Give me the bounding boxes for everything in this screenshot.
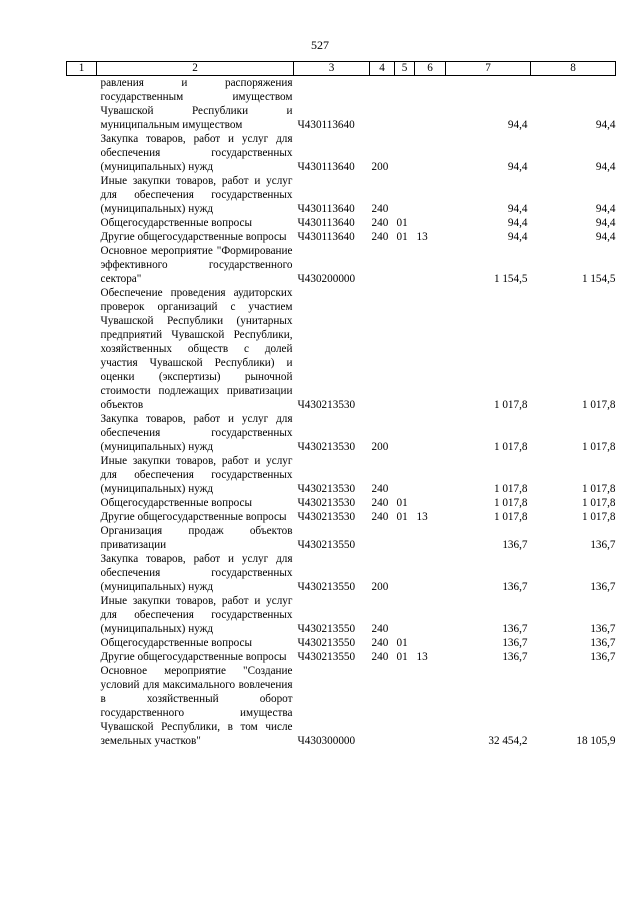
row-section: [395, 594, 415, 636]
row-amount-col8: 136,7: [590, 651, 616, 663]
row-subsection: [415, 286, 446, 412]
row-description: Иные закупки товаров, работ и услуг для обеспечения государственных (муниципальных) нужд: [100, 595, 293, 635]
row-target-code: Ч430300000: [297, 735, 356, 747]
row-description: Закупка товаров, работ и услуг для обеспечения государственных (муниципальных) нужд: [100, 133, 293, 173]
row-expense-type: [370, 286, 395, 412]
table-row: [67, 454, 616, 496]
row-description: Закупка товаров, работ и услуг для обеспечения государственных (муниципальных) нужд: [100, 553, 293, 593]
table-row: [67, 552, 616, 594]
row-target-code: Ч430213550: [297, 581, 356, 593]
row-subsection: 13: [416, 651, 428, 663]
row-amount-col7: 1 154,5: [493, 273, 528, 285]
row-description: Общегосударственные вопросы: [100, 497, 253, 509]
row-target-code: Ч430213530: [297, 483, 356, 495]
row-expense-type: [370, 244, 395, 286]
row-description: Общегосударственные вопросы: [100, 217, 253, 229]
row-subsection: [415, 454, 446, 496]
row-amount-col7: 1 017,8: [493, 399, 528, 411]
row-expense-type: 200: [371, 581, 389, 593]
row-amount-col8: 1 017,8: [581, 511, 616, 523]
page-number: 527: [311, 38, 329, 52]
header-cell-5: 5: [395, 62, 415, 76]
row-amount-col7: 1 017,8: [493, 511, 528, 523]
row-target-code: Ч430113640: [297, 217, 355, 229]
header-cell-8: 8: [531, 62, 616, 76]
table-row: [67, 174, 616, 216]
table-row: [67, 244, 616, 286]
row-amount-col8: 136,7: [590, 623, 616, 635]
budget-table: [66, 61, 616, 748]
table-header: [67, 62, 616, 76]
row-section: 01: [396, 651, 408, 663]
row-section: [395, 454, 415, 496]
row-amount-col8: 1 017,8: [581, 441, 616, 453]
row-section: 01: [396, 217, 408, 229]
row-amount-col8: 1 154,5: [581, 273, 616, 285]
row-subsection: 13: [416, 231, 428, 243]
table-body: [67, 76, 616, 749]
header-cell-7: 7: [446, 62, 531, 76]
row-description: Иные закупки товаров, работ и услуг для обеспечения государственных (муниципальных) нужд: [100, 175, 293, 215]
row-expense-type: 240: [371, 497, 389, 509]
table-row: [67, 650, 616, 664]
table-row: [67, 664, 616, 748]
table-row: [67, 636, 616, 650]
row-number-cell: [67, 524, 97, 552]
row-section: [395, 524, 415, 552]
row-number-cell: [67, 664, 97, 748]
row-description: равления и распоряжения государственным имуществом Чувашской Республики и муниципальным имуществом: [100, 77, 293, 131]
row-expense-type: 240: [371, 217, 389, 229]
row-section: [395, 412, 415, 454]
row-subsection: 13: [416, 511, 428, 523]
table-row: [67, 132, 616, 174]
row-subsection: [415, 552, 446, 594]
row-target-code: Ч430213550: [297, 651, 356, 663]
table-row: [67, 496, 616, 510]
header-cell-2: 2: [97, 62, 294, 76]
row-amount-col7: 94,4: [507, 231, 528, 243]
row-subsection: [415, 132, 446, 174]
row-expense-type: 240: [371, 511, 389, 523]
row-section: [395, 286, 415, 412]
row-amount-col7: 94,4: [507, 217, 528, 229]
table-row: [67, 524, 616, 552]
row-number-cell: [67, 286, 97, 412]
row-section: 01: [396, 511, 408, 523]
row-subsection: [415, 76, 446, 133]
row-amount-col7: 136,7: [502, 637, 528, 649]
row-description: Другие общегосударственные вопросы: [100, 511, 287, 523]
row-subsection: [415, 496, 446, 510]
row-number-cell: [67, 510, 97, 524]
row-expense-type: [370, 76, 395, 133]
row-amount-col7: 136,7: [502, 623, 528, 635]
row-target-code: Ч430113640: [297, 231, 355, 243]
row-amount-col8: 1 017,8: [581, 483, 616, 495]
row-subsection: [415, 664, 446, 748]
row-amount-col8: 1 017,8: [581, 399, 616, 411]
row-amount-col7: 32 454,2: [488, 735, 528, 747]
row-section: 01: [396, 497, 408, 509]
row-amount-col8: 94,4: [595, 203, 616, 215]
row-subsection: [415, 594, 446, 636]
row-amount-col7: 136,7: [502, 651, 528, 663]
row-target-code: Ч430113640: [297, 161, 355, 173]
row-amount-col8: 18 105,9: [576, 735, 616, 747]
row-description: Обеспечение проведения аудиторских проверок организаций с участием Чувашской Республики (унитарных предприятий Чувашской Республики, хозяйственных обществ с долей участия Чувашской Республики) и оценки (экспертизы) рыночной стоимости подлежащих приватизации объектов: [100, 287, 293, 411]
row-section: 01: [396, 231, 408, 243]
row-expense-type: 200: [371, 161, 389, 173]
row-amount-col7: 1 017,8: [493, 483, 528, 495]
row-description: Другие общегосударственные вопросы: [100, 651, 287, 663]
row-number-cell: [67, 76, 97, 133]
row-number-cell: [67, 636, 97, 650]
row-target-code: Ч430213550: [297, 637, 356, 649]
row-number-cell: [67, 174, 97, 216]
row-expense-type: 240: [371, 203, 389, 215]
row-target-code: Ч430213530: [297, 399, 356, 411]
row-target-code: Ч430213530: [297, 497, 356, 509]
header-cell-4: 4: [370, 62, 395, 76]
row-expense-type: 240: [371, 637, 389, 649]
row-number-cell: [67, 230, 97, 244]
row-subsection: [415, 636, 446, 650]
row-amount-col7: 136,7: [502, 581, 528, 593]
row-target-code: Ч430213550: [297, 623, 356, 635]
row-number-cell: [67, 552, 97, 594]
row-target-code: Ч430213530: [297, 511, 356, 523]
row-section: 01: [396, 637, 408, 649]
row-description: Закупка товаров, работ и услуг для обеспечения государственных (муниципальных) нужд: [100, 413, 293, 453]
row-number-cell: [67, 412, 97, 454]
row-target-code: Ч430213530: [297, 441, 356, 453]
row-amount-col8: 136,7: [590, 539, 616, 551]
table-row: [67, 216, 616, 230]
row-target-code: Ч430113640: [297, 119, 355, 131]
row-expense-type: 200: [371, 441, 389, 453]
table-row: [67, 594, 616, 636]
row-number-cell: [67, 650, 97, 664]
row-expense-type: 240: [371, 623, 389, 635]
row-expense-type: 240: [371, 483, 389, 495]
row-section: [395, 174, 415, 216]
row-amount-col8: 136,7: [590, 581, 616, 593]
row-amount-col8: 94,4: [595, 231, 616, 243]
header-cell-6: 6: [415, 62, 446, 76]
row-target-code: Ч430213550: [297, 539, 356, 551]
row-subsection: [415, 244, 446, 286]
row-number-cell: [67, 132, 97, 174]
header-cell-3: 3: [294, 62, 370, 76]
row-amount-col8: 136,7: [590, 637, 616, 649]
row-subsection: [415, 216, 446, 230]
row-amount-col8: 1 017,8: [581, 497, 616, 509]
row-amount-col8: 94,4: [595, 161, 616, 173]
row-subsection: [415, 174, 446, 216]
row-amount-col7: 1 017,8: [493, 441, 528, 453]
header-cell-1: 1: [67, 62, 97, 76]
row-expense-type: [370, 524, 395, 552]
row-number-cell: [67, 216, 97, 230]
row-number-cell: [67, 454, 97, 496]
row-section: [395, 244, 415, 286]
row-amount-col8: 94,4: [595, 119, 616, 131]
table-row: [67, 286, 616, 412]
row-section: [395, 664, 415, 748]
row-number-cell: [67, 594, 97, 636]
table-row: [67, 412, 616, 454]
row-amount-col7: 94,4: [507, 161, 528, 173]
row-expense-type: 240: [371, 231, 389, 243]
header-row: [67, 62, 616, 76]
row-number-cell: [67, 244, 97, 286]
row-amount-col8: 94,4: [595, 217, 616, 229]
table-row: [67, 510, 616, 524]
row-description: Основное мероприятие "Создание условий для максимального вовлечения в хозяйственный оборот государственного имущества Чувашской Республики, в том числе земельных участков": [100, 665, 293, 747]
row-amount-col7: 136,7: [502, 539, 528, 551]
table-row: [67, 76, 616, 133]
table-row: [67, 230, 616, 244]
row-section: [395, 132, 415, 174]
row-description: Общегосударственные вопросы: [100, 637, 253, 649]
row-target-code: Ч430113640: [297, 203, 355, 215]
row-amount-col7: 1 017,8: [493, 497, 528, 509]
row-description: Организация продаж объектов приватизации: [100, 525, 293, 551]
row-amount-col7: 94,4: [507, 203, 528, 215]
row-amount-col7: 94,4: [507, 119, 528, 131]
row-section: [395, 552, 415, 594]
row-expense-type: 240: [371, 651, 389, 663]
row-expense-type: [370, 664, 395, 748]
row-subsection: [415, 412, 446, 454]
row-description: Основное мероприятие "Формирование эффективного государственного сектора": [100, 245, 293, 285]
row-description: Иные закупки товаров, работ и услуг для обеспечения государственных (муниципальных) нужд: [100, 455, 293, 495]
row-target-code: Ч430200000: [297, 273, 356, 285]
row-description: Другие общегосударственные вопросы: [100, 231, 287, 243]
row-section: [395, 76, 415, 133]
row-number-cell: [67, 496, 97, 510]
row-subsection: [415, 524, 446, 552]
